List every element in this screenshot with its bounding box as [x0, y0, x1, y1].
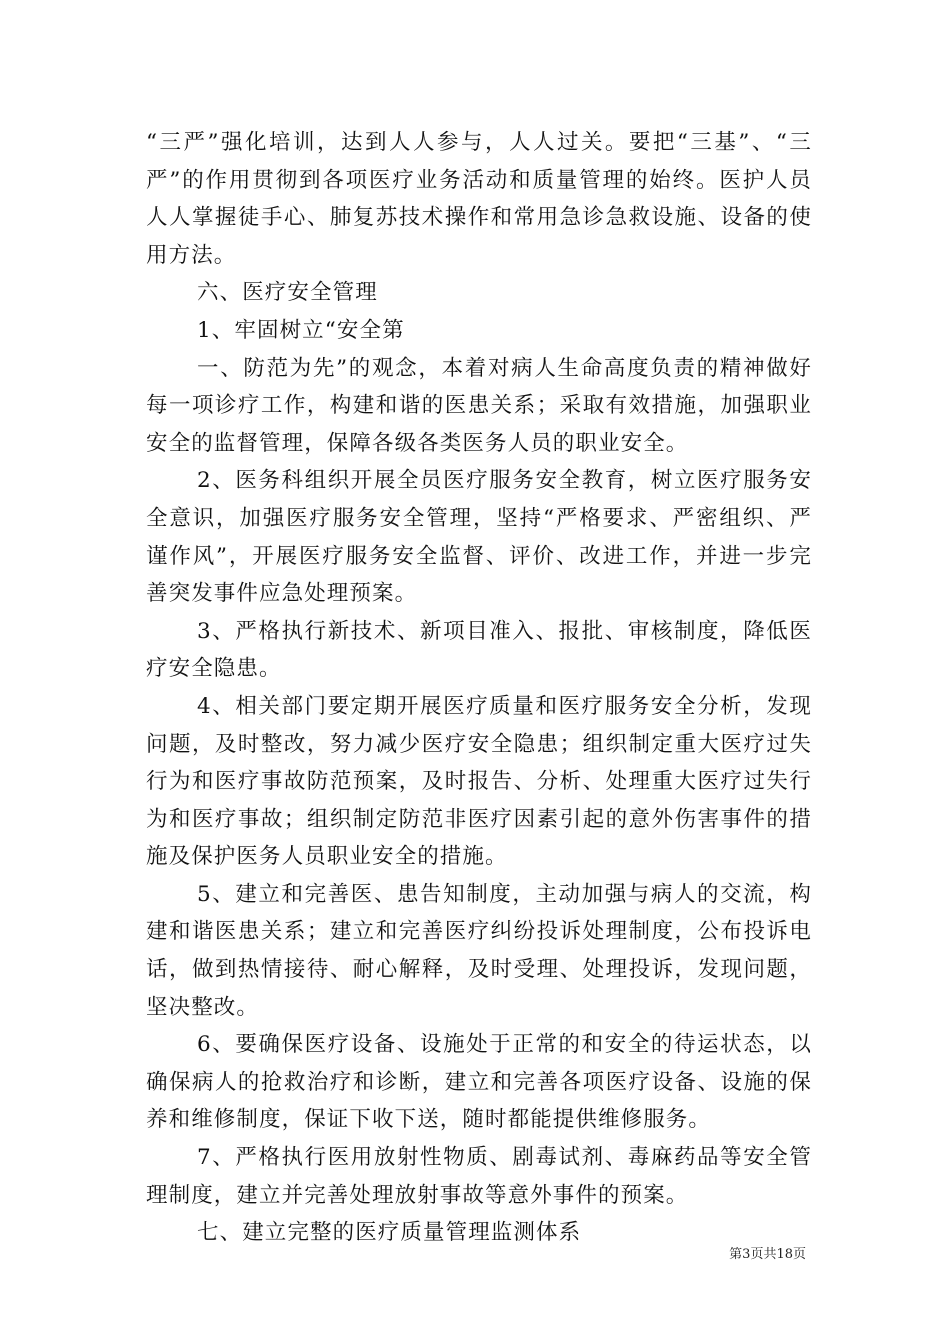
paragraph-item-3: 3、严格执行新技术、新项目准入、报批、审核制度，降低医疗安全隐患。	[146, 618, 812, 682]
paragraph-item-6: 6、要确保医疗设备、设施处于正常的和安全的待运状态，以确保病人的抢救治疗和诊断，建立和完善各项医疗设备、设施的保养和维修制度，保证下收下送，随时都能提供维修服务。	[146, 1032, 812, 1133]
paragraph-item-2: 2、医务科组织开展全员医疗服务安全教育，树立医疗服务安全意识，加强医疗服务安全管理，坚持“严格要求、严密组织、严谨作风”，开展医疗服务安全监督、评价、改进工作，并进一步完善突发事件应急处理预案。	[146, 468, 812, 607]
heading-quality-monitoring: 七、建立完整的医疗质量管理监测体系	[197, 1220, 582, 1246]
page-number-footer: 第3页共18页	[729, 1247, 806, 1262]
paragraph-item-1-continued: 一、防范为先”的观念，本着对病人生命高度负责的精神做好每一项诊疗工作，构建和谐的医患关系；采取有效措施，加强职业安全的监督管理，保障各级各类医务人员的职业安全。	[146, 355, 812, 456]
paragraph-item-1-start: 1、牢固树立“安全第	[197, 317, 405, 343]
paragraph-item-7: 7、严格执行医用放射性物质、剧毒试剂、毒麻药品等安全管理制度，建立并完善处理放射事故等意外事件的预案。	[146, 1145, 812, 1208]
paragraph-item-4: 4、相关部门要定期开展医疗质量和医疗服务安全分析，发现问题，及时整改，努力减少医疗安全隐患；组织制定重大医疗过失行为和医疗事故防范预案，及时报告、分析、处理重大医疗过失行为和医疗事故；组织制定防范非医疗因素引起的意外伤害事件的措施及保护医务人员职业安全的措施。	[146, 693, 812, 870]
paragraph-item-5: 5、建立和完善医、患告知制度，主动加强与病人的交流，构建和谐医患关系；建立和完善医疗纠纷投诉处理制度，公布投诉电话，做到热情接待、耐心解释，及时受理、处理投诉，发现问题，坚决整改。	[146, 881, 812, 1020]
document-body	[146, 124, 812, 1252]
paragraph-continued-training: “三严”强化培训，达到人人参与，人人过关。要把“三基”、“三严”的作用贯彻到各项医疗业务活动和质量管理的始终。医护人员人人掌握徒手心、肺复苏技术操作和常用急诊急救设施、设备的使用方法。	[146, 130, 812, 268]
heading-medical-safety: 六、医疗安全管理	[197, 280, 378, 306]
